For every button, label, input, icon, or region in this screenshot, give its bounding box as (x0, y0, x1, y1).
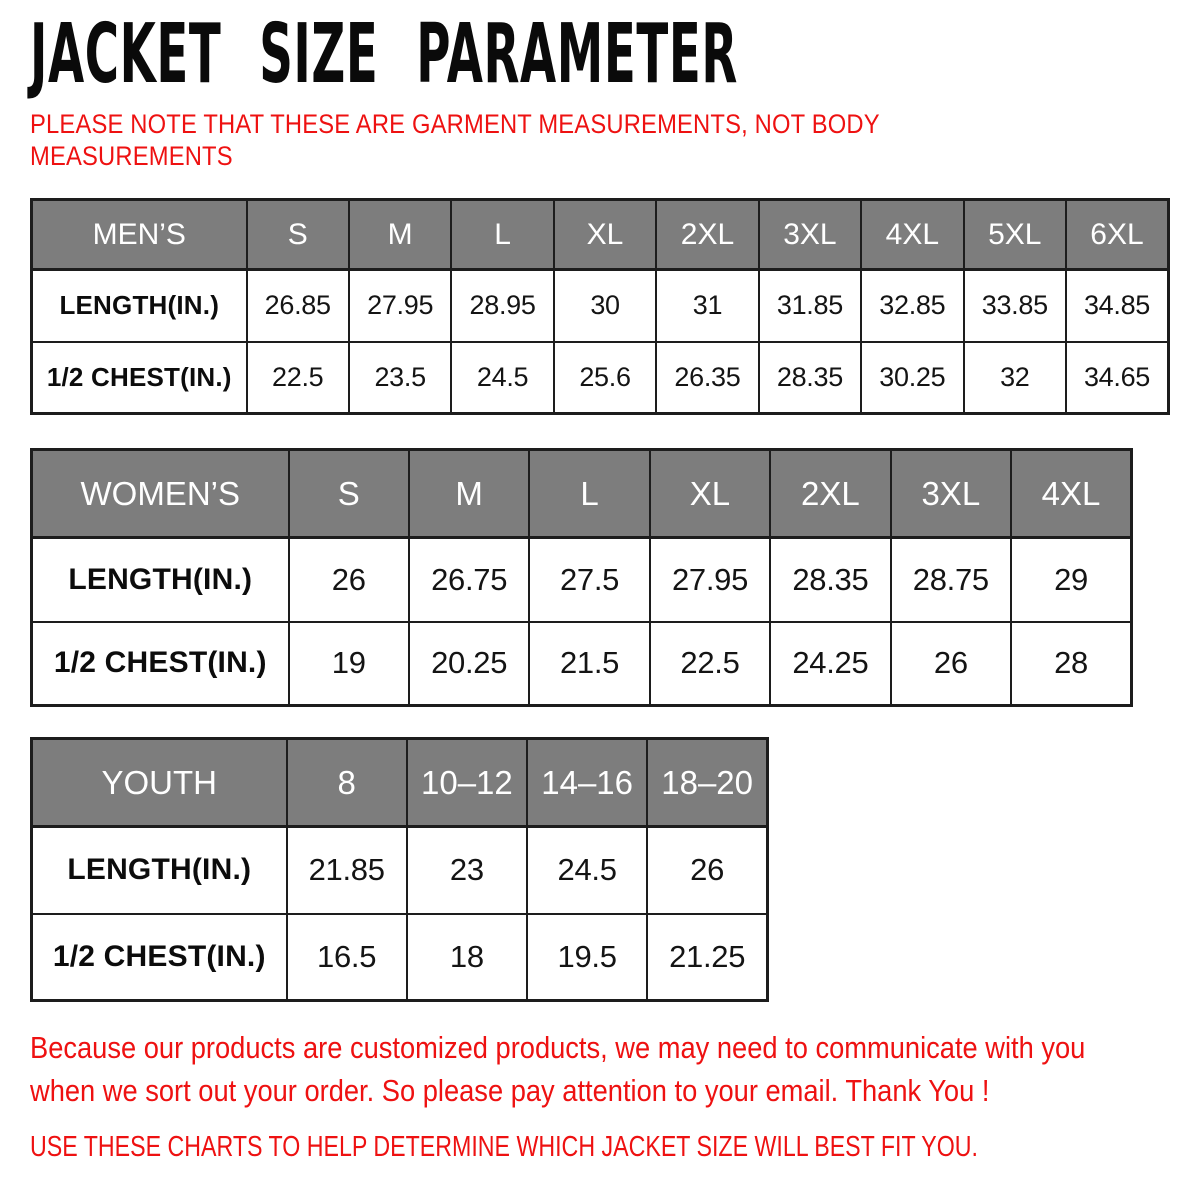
customization-notice-line-2: when we sort out your order. So please pay attention to your email. Thank You ! (30, 1073, 990, 1108)
mens-row-label-0: LENGTH(IN.) (32, 270, 247, 342)
womens-size-header-2: L (529, 450, 649, 538)
womens-size-header-0: S (289, 450, 409, 538)
youth-size-header-0: 8 (287, 739, 407, 827)
mens-size-header-7: 5XL (964, 200, 1066, 270)
mens-value-0-7: 33.85 (964, 270, 1066, 342)
mens-value-1-6: 30.25 (861, 342, 963, 414)
womens-value-1-3: 22.5 (650, 622, 770, 706)
mens-value-0-8: 34.85 (1066, 270, 1169, 342)
mens-value-1-1: 23.5 (349, 342, 451, 414)
womens-size-header-4: 2XL (770, 450, 890, 538)
youth-value-0-3: 26 (647, 827, 767, 914)
mens-value-1-2: 24.5 (451, 342, 553, 414)
mens-value-1-5: 28.35 (759, 342, 861, 414)
womens-row-label-0: LENGTH(IN.) (32, 538, 289, 622)
mens-size-header-5: 3XL (759, 200, 861, 270)
mens-size-header-6: 4XL (861, 200, 963, 270)
mens-value-0-1: 27.95 (349, 270, 451, 342)
mens-header-row (32, 200, 1169, 270)
note-line-1: PLEASE NOTE THAT THESE ARE GARMENT MEASUREMENTS, NOT BODY (30, 109, 880, 139)
womens-table-label: WOMEN’S (32, 450, 289, 538)
mens-size-header-4: 2XL (656, 200, 758, 270)
garment-measurement-note (30, 108, 880, 172)
mens-value-1-8: 34.65 (1066, 342, 1169, 414)
womens-size-header-3: XL (650, 450, 770, 538)
customization-notice-line-1: Because our products are customized products, we may need to communicate with you (30, 1030, 1086, 1065)
youth-value-1-0: 16.5 (287, 914, 407, 1001)
youth-value-0-2: 24.5 (527, 827, 647, 914)
womens-row-label-1: 1/2 CHEST(IN.) (32, 622, 289, 706)
mens-data-row-1 (32, 342, 1169, 414)
youth-data-row-0 (32, 827, 768, 914)
note-line-2: MEASUREMENTS (30, 141, 233, 171)
womens-value-0-4: 28.35 (770, 538, 890, 622)
womens-data-row-0 (32, 538, 1132, 622)
youth-value-0-1: 23 (407, 827, 527, 914)
youth-row-label-0: LENGTH(IN.) (32, 827, 287, 914)
youth-size-header-1: 10–12 (407, 739, 527, 827)
mens-value-1-3: 25.6 (554, 342, 656, 414)
mens-value-1-7: 32 (964, 342, 1066, 414)
youth-header-row (32, 739, 768, 827)
mens-size-table (30, 198, 1170, 415)
womens-data-row-1 (32, 622, 1132, 706)
mens-row-label-1: 1/2 CHEST(IN.) (32, 342, 247, 414)
youth-size-table (30, 737, 769, 1002)
womens-value-0-3: 27.95 (650, 538, 770, 622)
womens-value-0-0: 26 (289, 538, 409, 622)
youth-row-label-1: 1/2 CHEST(IN.) (32, 914, 287, 1001)
mens-size-header-8: 6XL (1066, 200, 1169, 270)
womens-value-1-2: 21.5 (529, 622, 649, 706)
womens-value-1-6: 28 (1011, 622, 1131, 706)
youth-value-1-2: 19.5 (527, 914, 647, 1001)
usage-instruction: USE THESE CHARTS TO HELP DETERMINE WHICH JACKET SIZE WILL BEST FIT YOU. (30, 1131, 978, 1163)
womens-value-0-2: 27.5 (529, 538, 649, 622)
mens-value-1-0: 22.5 (247, 342, 349, 414)
youth-value-0-0: 21.85 (287, 827, 407, 914)
womens-value-1-0: 19 (289, 622, 409, 706)
mens-size-header-1: M (349, 200, 451, 270)
mens-size-header-0: S (247, 200, 349, 270)
mens-value-0-0: 26.85 (247, 270, 349, 342)
womens-value-0-1: 26.75 (409, 538, 529, 622)
womens-value-0-5: 28.75 (891, 538, 1011, 622)
mens-size-header-3: XL (554, 200, 656, 270)
womens-size-header-5: 3XL (891, 450, 1011, 538)
mens-data-row-0 (32, 270, 1169, 342)
customization-notice (30, 1026, 1085, 1112)
title-block (30, 7, 1200, 102)
mens-value-1-4: 26.35 (656, 342, 758, 414)
womens-value-1-4: 24.25 (770, 622, 890, 706)
womens-value-1-1: 20.25 (409, 622, 529, 706)
womens-size-table (30, 448, 1133, 707)
mens-value-0-2: 28.95 (451, 270, 553, 342)
mens-size-header-2: L (451, 200, 553, 270)
mens-value-0-3: 30 (554, 270, 656, 342)
womens-size-header-1: M (409, 450, 529, 538)
mens-value-0-6: 32.85 (861, 270, 963, 342)
mens-value-0-4: 31 (656, 270, 758, 342)
mens-table-label: MEN’S (32, 200, 247, 270)
womens-value-0-6: 29 (1011, 538, 1131, 622)
womens-header-row (32, 450, 1132, 538)
youth-data-row-1 (32, 914, 768, 1001)
mens-value-0-5: 31.85 (759, 270, 861, 342)
womens-value-1-5: 26 (891, 622, 1011, 706)
youth-value-1-3: 21.25 (647, 914, 767, 1001)
youth-table-label: YOUTH (32, 739, 287, 827)
page-title: JACKET SIZE PARAMETER (30, 7, 738, 102)
youth-value-1-1: 18 (407, 914, 527, 1001)
youth-size-header-3: 18–20 (647, 739, 767, 827)
womens-size-header-6: 4XL (1011, 450, 1131, 538)
youth-size-header-2: 14–16 (527, 739, 647, 827)
